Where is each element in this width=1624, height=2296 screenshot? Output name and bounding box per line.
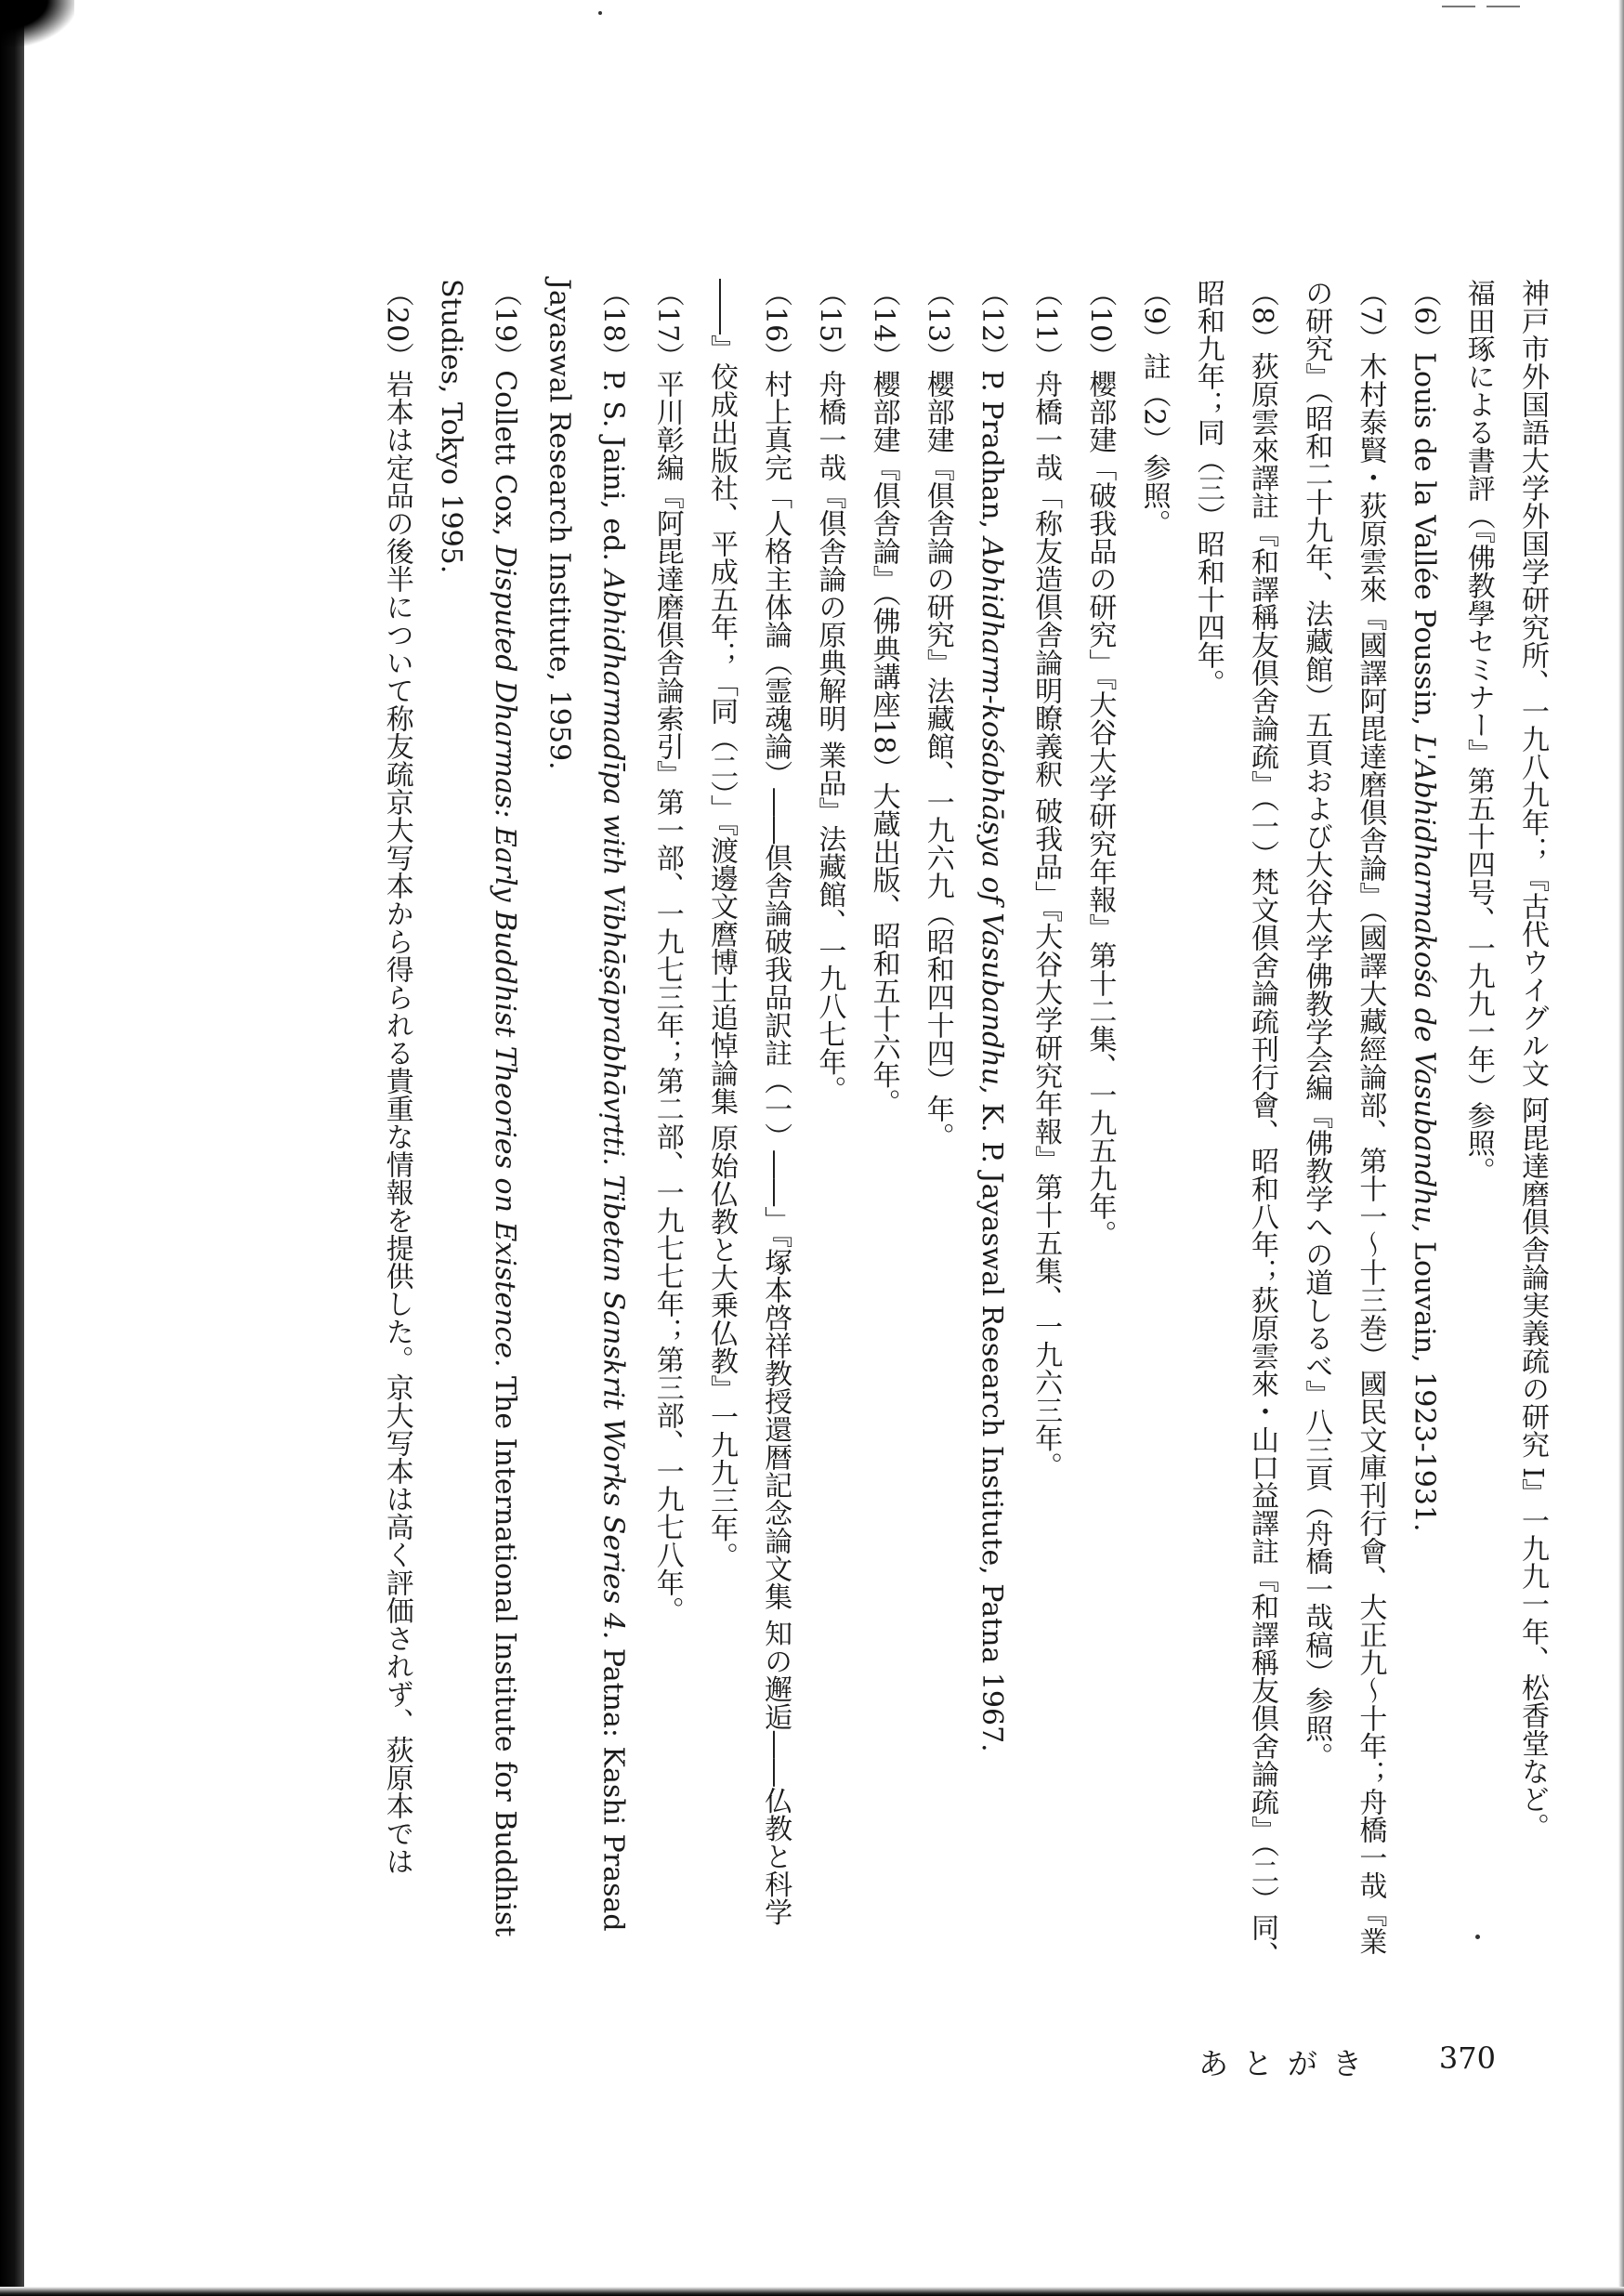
note-12 (964, 279, 1018, 1970)
note-text: Collett Cox, (489, 370, 522, 545)
note-text: 福田琢による書評（『佛教學セミナー』第五十四号、一九九一年）参照。 (1461, 279, 1495, 1185)
note-19 (424, 279, 531, 1970)
note-number: （16） (759, 279, 792, 371)
note-number: （10） (1083, 279, 1117, 371)
note-text: 木村泰賢・荻原雲來『國譯阿毘達磨倶舎論』（國譯大藏經論部、第十一～十三巻）國民文庫刊行會、大正九～十年；舟橋一哉『業の研究』（昭和二十九年、法藏館）五頁および大谷大学佛教学会編『佛教学への道しるべ』八三頁（舟橋一哉稿）参照。 (1300, 279, 1387, 1956)
note-number: （19） (489, 279, 522, 371)
note-text: 櫻部建『倶舎論』（佛典講座18）大蔵出版、昭和五十六年。 (867, 370, 900, 1117)
note-11 (1018, 279, 1072, 1970)
note-number: （15） (813, 279, 846, 371)
note-text: Louis de la Vallée Poussin, (1408, 352, 1441, 735)
note-13 (910, 279, 964, 1970)
note-text: 神戸市外国語大学外国学研究所、一九八九年；『古代ウイグル文 阿毘達磨倶舎論実義疏の研究 I』一九九一年、松香堂など。 (1516, 279, 1549, 1841)
corner-mark (1486, 6, 1520, 7)
note-continuation (1505, 279, 1559, 1970)
note-number: （13） (921, 279, 954, 371)
note-text: P. Pradhan, (975, 370, 1008, 538)
note-title-italic: L'Abhidharmakośa de Vasubandhu, (1408, 734, 1441, 1233)
note-text: Louvain, 1923-1931. (1408, 1232, 1441, 1532)
note-text: 櫻部建「破我品の研究」『大谷大学研究年報』第十二集、一九五九年。 (1083, 370, 1117, 1249)
running-head (1198, 2040, 1496, 2087)
scan-edge-right (1618, 0, 1624, 2296)
note-6 (1396, 279, 1450, 1970)
note-text: The International Institute for Buddhist Studies, Tokyo 1995. (434, 279, 522, 1937)
scan-shadow-left (0, 0, 24, 2296)
note-9 (1126, 279, 1180, 1970)
note-number: （11） (1029, 279, 1063, 371)
note-17 (640, 279, 694, 1970)
note-7 (1289, 279, 1396, 1970)
note-title-italic: Abhidharmadīpa with Vibhāṣāprabhāvṛtti. Tibetan Sanskrit Works Series 4. (596, 570, 630, 1640)
note-number: （18） (596, 279, 630, 371)
note-number: （9） (1137, 279, 1171, 353)
corner-mark (1442, 6, 1475, 7)
note-text: P. S. Jaini, ed. (596, 370, 630, 571)
note-number: （6） (1408, 279, 1441, 353)
note-16 (694, 279, 802, 1970)
note-number: （20） (380, 279, 413, 371)
note-title-italic: Disputed Dharmas: Early Buddhist Theories on Existence. (489, 544, 522, 1368)
page-number: 370 (1438, 2040, 1496, 2076)
note-text: 舟橋一哉「称友造倶舎論明瞭義釈 破我品」『大谷大学研究年報』第十五集、一九六三年。 (1029, 370, 1063, 1480)
note-20 (370, 279, 424, 1970)
note-number: （14） (867, 279, 900, 371)
note-text: 櫻部建『倶舎論の研究』法藏館、一九六九（昭和四十四）年。 (921, 370, 954, 1151)
note-text: K. P. Jayaswal Research Institute, Patna 1967. (975, 1094, 1008, 1752)
note-title-italic: Abhidharm-kośabhāṣya of Vasubandhu, (975, 537, 1008, 1095)
note-8 (1181, 279, 1289, 1970)
note-text: 岩本は定品の後半について称友疏京大写本から得られる貴重な情報を提供した。京大写本は高く評価されず、荻原本では (380, 370, 413, 1876)
note-18 (531, 279, 639, 1970)
note-text: Patna: Kashi Prasad Jayaswal Research Institute, 1959. (543, 279, 630, 1932)
note-number: （7） (1354, 279, 1387, 353)
scan-speck (598, 11, 602, 15)
note-continuation (1451, 279, 1505, 1970)
note-number: （17） (650, 279, 684, 371)
note-14 (856, 279, 910, 1970)
note-15 (802, 279, 856, 1970)
note-text: 村上真完「人格主体論（霊魂論）――倶舎論破我品訳註（一）――」『塚本啓祥教授還暦記念論文集 知の邂逅――仏教と科学――』佼成出版社、平成五年；「同（二）」『渡邊文麿博士追悼論集 原始仏教と大乗仏教』一九九三年。 (704, 279, 792, 1926)
note-number: （12） (975, 279, 1008, 371)
section-title: あとがき (1198, 2046, 1378, 2081)
notes-body (128, 279, 1559, 1970)
note-text: 平川彰編『阿毘達磨倶舎論索引』第一部、一九七三年；第二部、一九七七年；第三部、一九七八年。 (650, 370, 684, 1625)
note-10 (1072, 279, 1126, 1970)
note-text: 荻原雲來譯註『和譯稱友倶舍論疏』（一）梵文倶舍論疏刊行會、昭和八年；荻原雲來・山口益譯註『和譯稱友倶舍論疏』（二）同、昭和九年；同（三）昭和十四年。 (1191, 279, 1278, 1970)
note-text: 註（2）参照。 (1137, 352, 1171, 538)
note-text: 舟橋一哉『倶舎論の原典解明 業品』法藏館、一九八七年。 (813, 370, 846, 1104)
note-number: （8） (1245, 279, 1278, 353)
scan-edge-bottom (0, 2287, 1624, 2296)
